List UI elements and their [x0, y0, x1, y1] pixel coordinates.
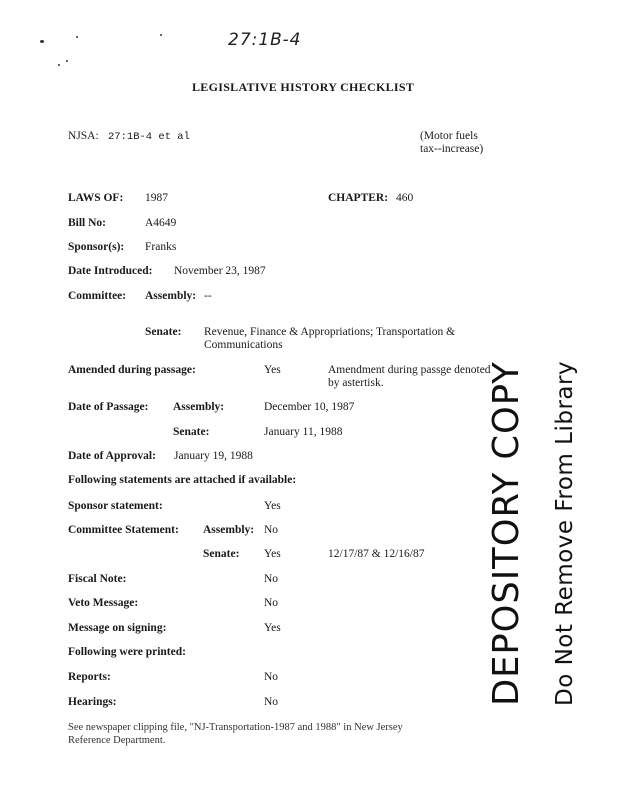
njsa-value: 27:1B-4 et al [108, 131, 190, 143]
committee-senate-value-line2: Communications [204, 339, 283, 351]
bill-no-label: Bill No: [68, 217, 107, 229]
passage-assembly-value: December 10, 1987 [264, 401, 355, 413]
sponsors-label: Sponsor(s): [68, 241, 125, 253]
committee-assembly-value: -- [204, 290, 212, 302]
date-introduced-value: November 23, 1987 [174, 265, 266, 277]
committee-senate-value-line1: Revenue, Finance & Appropriations; Transportation & [204, 326, 456, 338]
committee-statement-assembly-label: Assembly: [203, 524, 255, 536]
scan-speck [160, 34, 162, 36]
fiscal-note-label: Fiscal Note: [68, 573, 127, 585]
amended-note-line2: by astertisk. [328, 377, 384, 389]
amended-label: Amended during passage: [68, 364, 196, 376]
reports-label: Reports: [68, 671, 111, 683]
sponsors-value: Franks [145, 241, 177, 253]
do-not-remove-stamp: Do Not Remove From Library [552, 360, 578, 706]
footer-note-line2: Reference Department. [68, 735, 166, 746]
hearings-label: Hearings: [68, 696, 117, 708]
amended-value: Yes [264, 364, 281, 376]
scan-speck [58, 64, 60, 66]
njsa-note-line1: (Motor fuels [420, 130, 478, 142]
committee-statement-assembly-value: No [264, 524, 279, 536]
date-of-approval-label: Date of Approval: [68, 450, 156, 462]
bill-no-value: A4649 [145, 217, 177, 229]
hearings-value: No [264, 696, 279, 708]
scan-speck [76, 36, 78, 38]
page-title: LEGISLATIVE HISTORY CHECKLIST [192, 80, 415, 94]
passage-assembly-label: Assembly: [173, 401, 225, 413]
amended-note-line1: Amendment during passge denoted [328, 364, 491, 376]
committee-statement-senate-value: Yes [264, 548, 281, 560]
passage-senate-value: January 11, 1988 [264, 426, 343, 438]
passage-senate-label: Senate: [173, 426, 210, 438]
committee-statement-senate-dates: 12/17/87 & 12/16/87 [328, 548, 425, 560]
committee-assembly-label: Assembly: [145, 290, 197, 302]
laws-of-value: 1987 [145, 192, 168, 204]
committee-statement-label: Committee Statement: [68, 524, 179, 536]
scan-speck [40, 40, 44, 43]
date-introduced-label: Date Introduced: [68, 265, 153, 277]
following-printed-heading: Following were printed: [68, 646, 186, 658]
chapter-label: CHAPTER: [328, 192, 389, 204]
sponsor-statement-label: Sponsor statement: [68, 500, 163, 512]
sponsor-statement-value: Yes [264, 500, 281, 512]
handwritten-reference: 27:1B-4 [228, 30, 302, 50]
reports-value: No [264, 671, 279, 683]
chapter-value: 460 [396, 192, 414, 204]
veto-message-label: Veto Message: [68, 597, 139, 609]
scan-speck [66, 60, 68, 62]
committee-statement-senate-label: Senate: [203, 548, 240, 560]
following-attached-heading: Following statements are attached if available: [68, 474, 297, 486]
veto-message-value: No [264, 597, 279, 609]
date-of-passage-label: Date of Passage: [68, 401, 149, 413]
njsa-note-line2: tax--increase) [420, 143, 484, 155]
message-on-signing-label: Message on signing: [68, 622, 167, 634]
committee-senate-label: Senate: [145, 326, 182, 338]
njsa-label: NJSA: [68, 130, 99, 142]
committee-label: Committee: [68, 290, 127, 302]
date-of-approval-value: January 19, 1988 [174, 450, 253, 462]
footer-note-line1: See newspaper clipping file, "NJ-Transportation-1987 and 1988" in New Jersey [68, 722, 403, 733]
depository-copy-stamp: DEPOSITORY COPY [486, 361, 527, 706]
message-on-signing-value: Yes [264, 622, 281, 634]
laws-of-label: LAWS OF: [68, 192, 124, 204]
fiscal-note-value: No [264, 573, 279, 585]
